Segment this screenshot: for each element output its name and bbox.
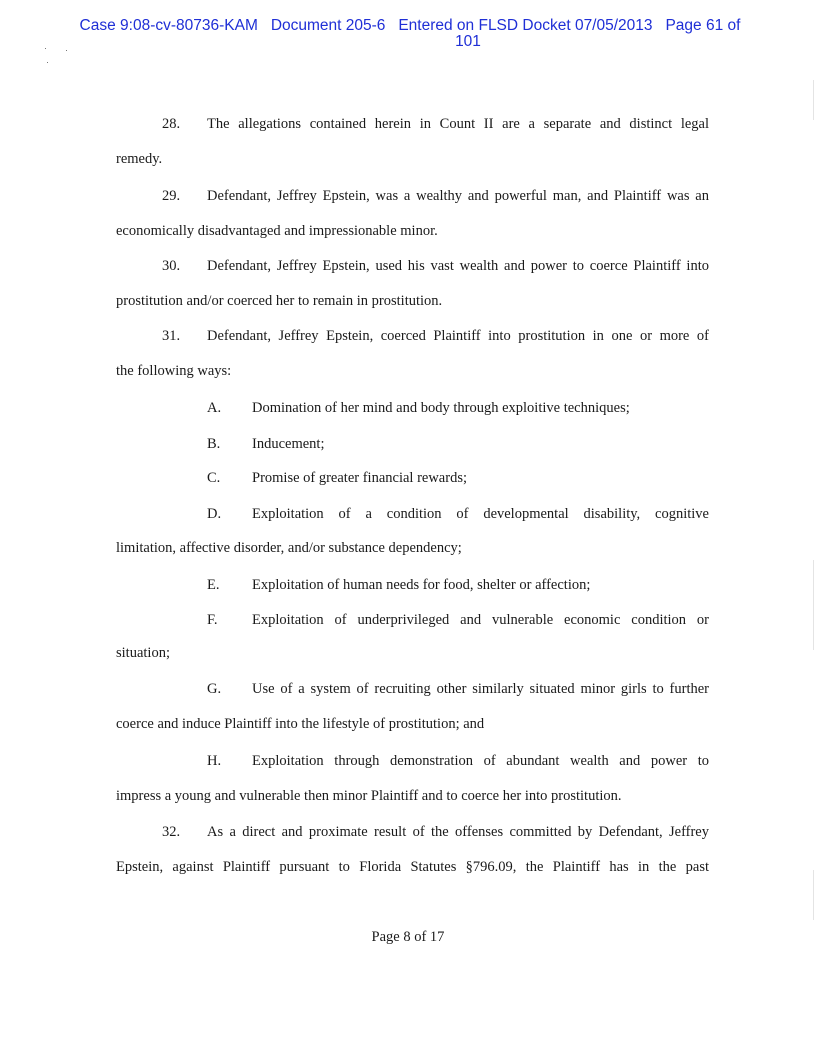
scan-edge-mark [813,560,814,650]
list-letter: A. [207,400,222,416]
paragraph-line: remedy. [116,151,163,167]
paragraph-number: 30. [162,258,181,274]
list-text: Exploitation of underprivileged and vulnerable economic condition or [252,612,709,628]
list-letter: E. [207,577,220,593]
list-text: Exploitation of human needs for food, shelter or affection; [252,577,591,593]
list-text: impress a young and vulnerable then minor Plaintiff and to coerce her into prostitution. [116,788,622,804]
list-text: Exploitation through demonstration of abundant wealth and power to [252,753,709,769]
document-number: Document 205-6 [270,17,386,34]
docket-entry: Entered on FLSD Docket 07/05/2013 [398,17,653,34]
scan-edge-mark [813,80,814,120]
list-letter: G. [207,681,222,697]
list-letter: B. [207,436,221,452]
paragraph-line: Epstein, against Plaintiff pursuant to Florida Statutes §796.09, the Plaintiff has in the past [116,859,709,875]
list-letter: F. [207,612,218,628]
page-total: 101 [455,33,481,50]
docket-header [60,18,760,50]
list-letter: H. [207,753,222,769]
paragraph-line: prostitution and/or coerced her to remain in prostitution. [116,293,443,309]
paragraph-number: 28. [162,116,181,132]
case-number: Case 9:08-cv-80736-KAM [79,17,258,34]
list-text: situation; [116,645,170,661]
page-of: Page 61 of [665,17,741,34]
paragraph-number: 32. [162,824,181,840]
paragraph-line: Defendant, Jeffrey Epstein, coerced Plaintiff into prostitution in one or more of [207,328,709,344]
list-text: Inducement; [252,436,325,452]
scan-speck [47,62,48,63]
list-text: Use of a system of recruiting other similarly situated minor girls to further [252,681,709,697]
list-text: Promise of greater financial rewards; [252,470,467,486]
paragraph-line: the following ways: [116,363,232,379]
list-letter: D. [207,506,222,522]
paragraph-line: Defendant, Jeffrey Epstein, was a wealthy and powerful man, and Plaintiff was an [207,188,709,204]
list-text: Domination of her mind and body through exploitive techniques; [252,400,630,416]
scan-speck [45,48,46,49]
list-letter: C. [207,470,221,486]
scan-edge-mark [813,870,814,920]
list-text: Exploitation of a condition of developmental disability, cognitive [252,506,709,522]
paragraph-line: The allegations contained herein in Count II are a separate and distinct legal [207,116,709,132]
paragraph-line: Defendant, Jeffrey Epstein, used his vast wealth and power to coerce Plaintiff into [207,258,709,274]
paragraph-number: 29. [162,188,181,204]
scan-speck [66,50,67,51]
page-footer: Page 8 of 17 [371,929,445,945]
paragraph-line: As a direct and proximate result of the offenses committed by Defendant, Jeffrey [207,824,709,840]
list-text: coerce and induce Plaintiff into the lifestyle of prostitution; and [116,716,485,732]
paragraph-number: 31. [162,328,181,344]
paragraph-line: economically disadvantaged and impressionable minor. [116,223,438,239]
list-text: limitation, affective disorder, and/or substance dependency; [116,540,462,556]
